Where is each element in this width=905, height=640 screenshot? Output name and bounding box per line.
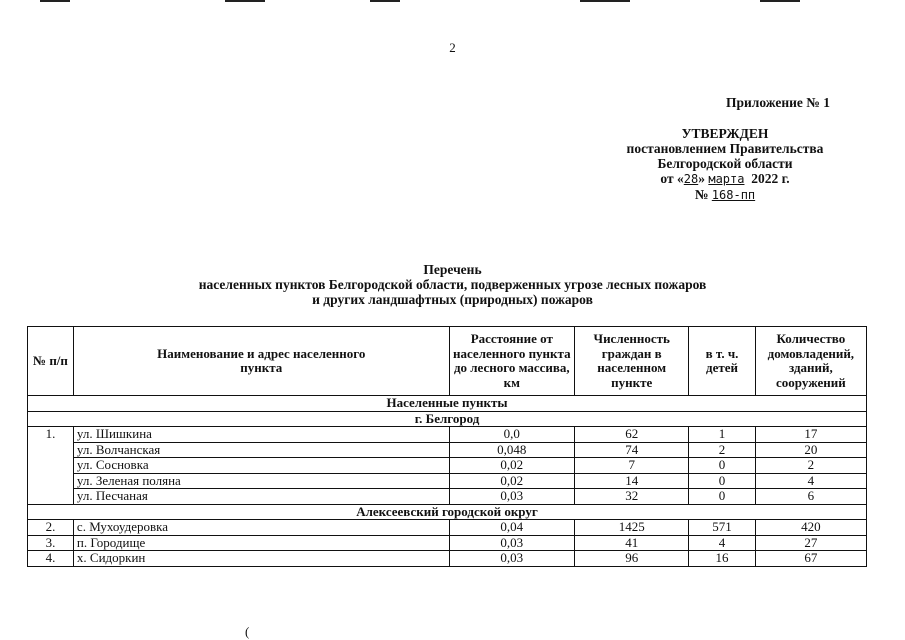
date-mid: » (698, 171, 705, 186)
settlement-name: ул. Зеленая поляна (73, 473, 449, 489)
table-row (28, 520, 867, 536)
title-line-1: Перечень (423, 262, 482, 277)
table-row (28, 427, 867, 443)
page-number: 2 (449, 40, 456, 55)
households-value: 6 (755, 489, 866, 505)
approved-by-region: Белгородской области (657, 156, 793, 171)
section-belgorod: г. Белгород (28, 411, 867, 427)
row-number: 1. (28, 427, 74, 505)
approved-label: УТВЕРЖДЕН (681, 126, 769, 141)
settlement-name: с. Мухоудеровка (73, 520, 449, 536)
scan-artifact-mark: ( (245, 624, 250, 639)
children-value: 0 (689, 489, 755, 505)
date-day: 28 (683, 172, 699, 186)
settlement-name: ул. Шишкина (73, 427, 449, 443)
row-number: 3. (28, 535, 74, 551)
document-title (0, 262, 905, 307)
distance-value: 0,02 (449, 473, 575, 489)
distance-value: 0,03 (449, 551, 575, 567)
number-prefix: № (694, 187, 709, 202)
col-header-name: Наименование и адрес населенного пункта (73, 327, 449, 396)
col-header-households: Количество домовладений, зданий, сооружений (755, 327, 866, 396)
section-row (28, 396, 867, 412)
date-prefix: от « (660, 171, 684, 186)
row-number: 2. (28, 520, 74, 536)
population-value: 62 (575, 427, 689, 443)
scan-edge-mark (760, 0, 800, 2)
scan-edge-mark (225, 0, 265, 2)
distance-value: 0,04 (449, 520, 575, 536)
settlement-name: ул. Песчаная (73, 489, 449, 505)
settlement-name: ул. Сосновка (73, 458, 449, 474)
households-value: 17 (755, 427, 866, 443)
children-value: 4 (689, 535, 755, 551)
children-value: 2 (689, 442, 755, 458)
population-value: 41 (575, 535, 689, 551)
table-header-row (28, 327, 867, 396)
section-alekseevsky: Алексеевский городской округ (28, 504, 867, 520)
children-value: 0 (689, 458, 755, 474)
population-value: 32 (575, 489, 689, 505)
section-row (28, 411, 867, 427)
col-header-distance: Расстояние от населенного пункта до лесного массива, км (449, 327, 575, 396)
section-row (28, 504, 867, 520)
children-value: 571 (689, 520, 755, 536)
table-row (28, 551, 867, 567)
households-value: 67 (755, 551, 866, 567)
households-value: 420 (755, 520, 866, 536)
approval-number (560, 187, 890, 203)
appendix-label: Приложение № 1 (726, 95, 830, 110)
section-settlements: Населенные пункты (28, 396, 867, 412)
households-value: 20 (755, 442, 866, 458)
scan-edge-mark (40, 0, 70, 2)
approval-date (560, 171, 890, 187)
approval-block (560, 95, 890, 203)
settlement-name: п. Городище (73, 535, 449, 551)
children-value: 1 (689, 427, 755, 443)
approved-by-line: постановлением Правительства (626, 141, 824, 156)
distance-value: 0,03 (449, 489, 575, 505)
population-value: 1425 (575, 520, 689, 536)
row-number: 4. (28, 551, 74, 567)
settlement-name: х. Сидоркин (73, 551, 449, 567)
distance-value: 0,02 (449, 458, 575, 474)
table-row (28, 473, 867, 489)
distance-value: 0,048 (449, 442, 575, 458)
children-value: 16 (689, 551, 755, 567)
col-header-population: Численность граждан в населенном пункте (575, 327, 689, 396)
table-row (28, 442, 867, 458)
col-header-children: в т. ч. детей (689, 327, 755, 396)
table-row (28, 489, 867, 505)
children-value: 0 (689, 473, 755, 489)
settlements-table (27, 326, 867, 567)
document-number: 168-пп (711, 188, 756, 202)
date-month: марта (708, 172, 745, 186)
households-value: 2 (755, 458, 866, 474)
population-value: 7 (575, 458, 689, 474)
title-line-3: и других ландшафтных (природных) пожаров (312, 292, 593, 307)
population-value: 74 (575, 442, 689, 458)
settlement-name: ул. Волчанская (73, 442, 449, 458)
scan-edge-mark (370, 0, 400, 2)
distance-value: 0,0 (449, 427, 575, 443)
table-row (28, 535, 867, 551)
date-year: 2022 г. (751, 171, 790, 186)
population-value: 96 (575, 551, 689, 567)
title-line-2: населенных пунктов Белгородской области, подверженных угрозе лесных пожаров (198, 277, 707, 292)
table-row (28, 458, 867, 474)
households-value: 4 (755, 473, 866, 489)
population-value: 14 (575, 473, 689, 489)
households-value: 27 (755, 535, 866, 551)
col-header-num: № п/п (28, 327, 74, 396)
scan-edge-mark (580, 0, 630, 2)
distance-value: 0,03 (449, 535, 575, 551)
